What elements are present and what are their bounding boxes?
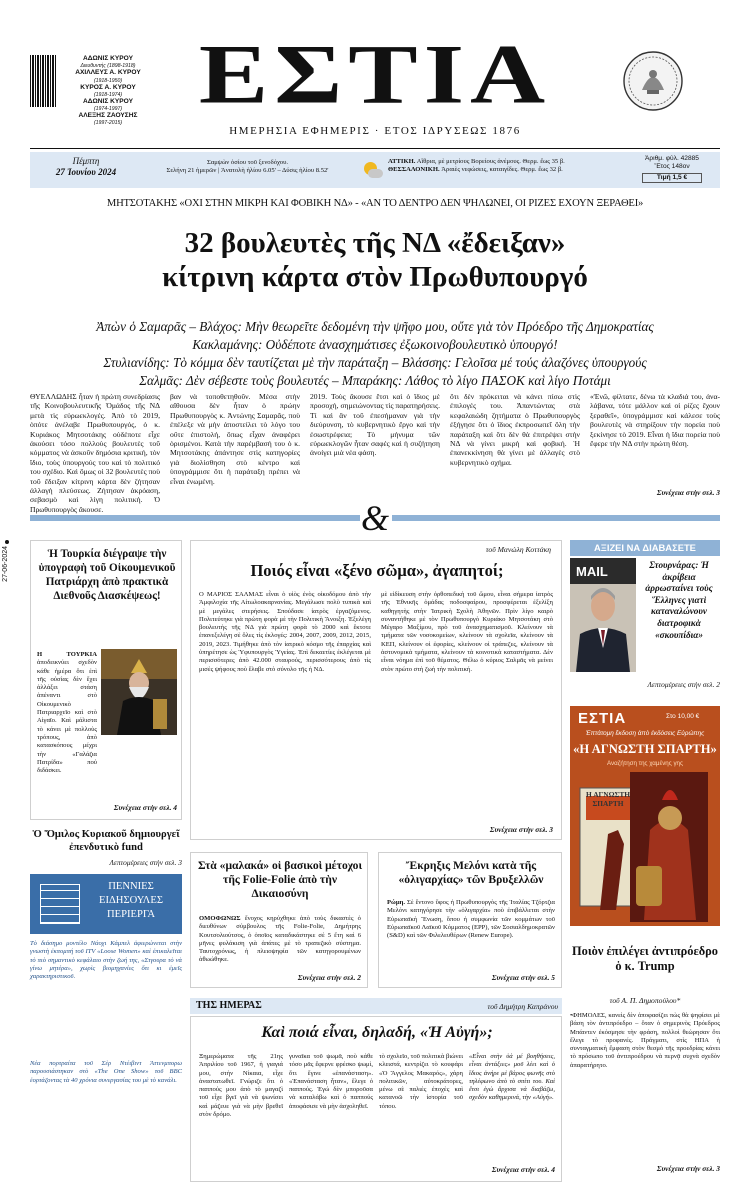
turkey-cont: Συνέχεια στὴν σελ. 4	[113, 803, 177, 812]
weather-thess-text: Ἀραιὲς νεφώσεις, καταιγίδες. Θερμ. ἕως 32 β.	[441, 166, 563, 174]
imeras-col-2: γυναῖκα τοῦ ψωμᾶ, ποὺ κάθε τόσο μᾶς ἔφερνε φρέσκο ψωμὶ, ὅτι ἔγινε «ἐπανάσταση». «Ἐπανάσταση ἦταν», ἔλεγε ὁ παππούς. Ἐγώ δὲν μποροῦσα νὰ καταλάβω καὶ ὁ παππούς ἀποφάσισε νὰ μὴν ἀσχοληθεῖ.	[289, 1053, 373, 1110]
periergа-icon	[40, 884, 80, 924]
weather-block	[388, 158, 623, 175]
meloni-body-wrap	[387, 899, 555, 971]
folie-story	[190, 852, 368, 988]
xeno-soma-story	[190, 540, 562, 840]
lead-col-5: «Ἐνῶ, φίλτατε, δένω τὰ κλαδιά του, ἀνα-λάβανα, τότε μάλλον καὶ οἱ ρίζες ἔχουν ξεραθεῖ», ὑπογράμμισε καὶ κάλεσε τοὺς βουλευτὲς νὰ στηρίξουν τὴν πορεία ποὺ ξεκίνησε τὸ 2019. Εἶναι ἡ ἴδια πορεία ποὺ ἔφερε τὴν ΝΔ στὴν πρώτη θέση.	[590, 392, 720, 449]
kyriakou-cont: Λεπτομέρειες στὴν σελ. 3	[109, 858, 182, 867]
imeras-col-1: Ξημερώματα τῆς 21ης Ἀπριλίου τοῦ 1967, ἡ γιαγιά μου, στὴν Νίκαια, εἶχε ἀναστατωθεῖ. Γνώριζε ὅτι ὁ παππούς μου ἀπὸ τὸ μαγαζὶ τοῦ εἶχε βγεῖ γιὰ νὰ ψωνίσει καὶ μάζευε γιὰ νὰ μὴν βρεθεῖ στὸν δρόμο.	[199, 1053, 283, 1119]
meloni-cont: Συνέχεια στὴν σελ. 5	[491, 973, 555, 982]
saint-moon-block	[145, 159, 350, 176]
weather-attica-text: Αἴθρια, μὲ μετρίους Βορείους ἀνέμους. Θερμ. ἕως 35 β.	[416, 158, 565, 165]
kyriakou-headline: Ὁ Ὅμιλος Κυριακοῦ δημιουργεῖ ἐπενδυτικὸ fund	[32, 829, 180, 853]
trump-body: •ΦΗΜΟΛΕΣ, κανεὶς δὲν ἀποφασίζει πὼς θὰ ψηφίσει μὲ βάση τὸν ἀντιπρόεδρο – ὅταν ὁ σημερινὸς Πρόεδρος Μπάιντεν ἐκόσμησε τὴν φράση, πολλοὶ θεώρησαν ὅτι ἔλεγε τὸ προφανές. Πράγματι, στὶς ΗΠΑ ἡ συνταγματικὴ ἔμφαση στὸν θεσμὸ τῆς προεδρίας κάνει τὸ πρόσωπο τοῦ ἀντιπροέδρου νὰ περνᾷ συχνὰ σχεδὸν ἀπαρατήρητο.	[570, 1012, 720, 1069]
lead-col-4: ὅτι δὲν πρόκειται νὰ κάνει πίσω στὶς ἐπιλογές του. Ἀπαντώντας στὰ κεφαλαιώδη ζητήματα ὁ Πρωθυπουργὸς ἐξήγησε ὅτι ὁ ἴδιος ἐκπροσωπεῖ ὅλη τὴν παράταξη καὶ ὅτι δὲν θὰ ἐπιτρέψει στὴν ΝΔ νὰ γίνει μικρὴ καὶ φοβική. Ἡ ἐπανεκκίνηση θὰ γίνει μὲ ἀλλαγὲς στὸ κυβερνητικὸ σχήμα.	[450, 392, 580, 467]
axizei-title: ΑΞΙΖΕΙ ΝΑ ΔΙΑΒΑΣΕΤΕ	[594, 542, 696, 553]
stournaras-cont: Λεπτομέρειες στὴν σελ. 2	[647, 680, 720, 689]
patriarch-photo	[101, 649, 177, 735]
founder-role: (1997-2015)	[93, 120, 123, 127]
xeno-col-a: Ο ΜΑΡΙΟΣ ΣΑΛΜΑΣ εἶναι ὁ υἱὸς ἐνὸς οἰκοδόμου ἀπὸ τὴν Ἀμφιλοχία τῆς Αἰτωλοακαρνανίας. Μεγάλωσε πολὺ τυπικὰ καὶ μὲ μεγάλες στερήσεις. Σπούδασε ἰατρὸς ἐργαζόμενος. Πολιτεύτηκε γιὰ πρώτη φορὰ μὲ τὴν Πολιτικὴ Ἄνοιξη. Ἐξελέγη βουλευτὴς τῆς ΝΔ γιὰ πρώτη φορὰ τὸ 2000 καὶ ἔκτοτε ἐπανεξελέγη σὲ ὅλες τὶς ἐκλογές: 2004, 2007, 2009, 2012, 2015, 2019, 2023. Τιμήθηκε ἀπὸ τὸν ἰατρικὸ κόσμο τῆς ἐπαρχίας καὶ ὑπηρέτησε ὡς Ὑφυπουργὸς Ὑγείας. Ἐπὶ δεκαετίες ἐκλέγεται μὲ περισσότερες ἀπὸ 42.000 σταυρούς, περισσότερους ἀπὸ τὶς μισὲς ψήφους ποὺ ἔλαβε στὸ σύνολο τῆς ἡ ΝΔ.	[199, 591, 371, 673]
issue-block	[632, 155, 712, 183]
imeras-headline: Καὶ ποιά εἶναι, δηλαδή, «Ἡ Αὐγή»;	[261, 1024, 493, 1041]
imeras-story	[190, 1016, 562, 1182]
folie-body: ἔνοχος κηρύχθηκε ἀπὸ τοὺς δικαστὲς ὁ διευθύνων σύμβουλος τῆς Folie-Folie, Δημήτρης Κουτσολιούτσος, ὁ ὁποῖος καταδικάστηκε σὲ 5 ἔτη καὶ 6 μῆνες φυλάκιση γιὰ ἀπάτες μὲ τὸ τραπεζικὸ σύστημα. Ταυτοχρόνως, ἡ πλειοψηφία τῶν κατηγορουμένων ἀθωώθηκε.	[199, 915, 361, 964]
issue-number: Ἀριθμ. φύλ. 42885	[645, 155, 699, 162]
book-ad-title: «Η ΑΓΝΩΣΤΗ ΣΠΑΡΤΗ»	[573, 742, 717, 756]
lead-sub-4: Σαλμᾶς: Δὲν σέβεστε τοὺς βουλευτές – Μπαράκης: Λάθος τὸ λίγο ΠΑΣΟΚ καὶ λίγο Ποτάμι	[139, 373, 611, 388]
side-date: 27-06-2024	[2, 546, 9, 582]
trump-byline: τοῦ Α. Π. Δημοπούλου*	[609, 996, 681, 1005]
lead-col-1: ΘΥΕΛΛΩΔΗΣ ἦταν ἡ πρώτη συνεδρίασις τῆς Κοινοβουλευτικῆς Ὁμάδος τῆς ΝΔ μετὰ τὶς εὐρωεκλογές. Ἀπὸ τὸ 2019, ὁπότε ἀνέλαβε Πρωθυπουργός, ὁ κ. Κυριάκος Μητσοτάκης οὐδέποτε εἶχε ἀκούσει τόσο πολλοὺς βουλευτὲς τοῦ κόμματος νὰ ἀσκοῦν δημόσια κριτική, τὸν ἴδιο, τοὺς ὑπουργούς του καὶ τὸ πολιτικό του σχέδιο. Καὶ ὅμως οἱ 32 βουλευτὲς ποὺ τοῦ ἔδειξαν κίτρινη κάρτα δὲν ζήτησαν ἀλλαγὴ πλεύσεως. Ζήτησαν ἀκρόαση, σεβασμὸ καὶ λίγη πολιτικὴ. Ὁ Πρωθυπουργὸς ἄκουσε.	[30, 392, 160, 514]
ampersand-ornament: &	[360, 498, 389, 538]
folie-body-wrap	[199, 915, 361, 971]
masthead-subtitle: ΗΜΕΡΗΣΙΑ ΕΦΗΜΕΡΙΣ · ΕΤΟΣ ΙΔΡΥΣΕΩΣ 1876	[229, 125, 521, 137]
book-ad-price: Στο 10,00 €	[666, 713, 700, 720]
founder-name: ΑΔΩΝΙΣ ΚΥΡΟΥ	[82, 55, 134, 62]
turkey-body-wrap	[37, 651, 97, 797]
periergа-item-1: Τὸ διάσημο μοντέλο Νάοχι Κάμπελ ἀφιερώνεται στὴν γνωστὴ ἐκπομπή τοῦ ITV «Loose Women» καὶ ἐπικαλεῖται τὸ πιὸ σημαντικὸ κεφάλαιο στὴν ζωή της, «Στγουρα τὸ νὰ γίνω μητέρα», χωρὶς βιομηχανίες ὅτι κι ἐμεῖς χαρακτηριστικοῦ.	[30, 940, 182, 981]
lead-headline-1: 32 βουλευτὲς τῆς ΝΔ «ἔδειξαν»	[184, 227, 566, 259]
weather-thess-label: ΘΕΣΣΑΛΟΝΙΚΗ.	[388, 166, 440, 174]
lead-headline-2: κίτρινη κάρτα στὸν Πρωθυπουργό	[162, 261, 588, 293]
saint-text: Σαμψὼν ὁσίου τοῦ ξενοδόχου.	[206, 159, 288, 166]
trump-cont: Συνέχεια στὴν σελ. 3	[656, 1164, 720, 1173]
imeras-label: ΤΗΣ ΗΜΕΡΑΣ	[196, 1000, 262, 1011]
weather-attica-label: ΑΤΤΙΚΗ.	[388, 158, 416, 165]
book-cover-title: Η ΑΓΝΩΣΤΗ ΣΠΑΡΤΗ	[586, 790, 630, 808]
founder-name: ΑΛΕΞΗΣ ΖΑΟΥΣΗΣ	[78, 112, 138, 120]
book-ad-sub: Αναζήτηση της χαμένης γης	[607, 760, 683, 767]
stournaras-headline: Στουρνάρας: Ἡ ἀκρίβεια ἀρρωσταίνει τοὺς Ἕλληνες γιατὶ καταναλώνουν διατροφικὰ «σκουπίδια»	[645, 560, 713, 640]
lead-sub-2: Κακλαμάνης: Οὐδέποτε ἀνασχημάτισες ἐξωκοινοβουλευτικὸ ὑπουργό!	[192, 337, 558, 352]
founder-role: (1918-1950)	[93, 77, 123, 84]
date-block	[36, 156, 136, 178]
founder-role: (1974-1997)	[93, 106, 123, 113]
imeras-cont: Συνέχεια στὴν σελ. 4	[491, 1165, 555, 1174]
photo-caption: MAIL	[576, 564, 608, 579]
barcode	[30, 55, 56, 107]
divider-bar	[30, 515, 360, 521]
price-label: Τιμή 1,5 €	[642, 173, 702, 183]
turkey-headline: Ἡ Τουρκία διέγραψε τὴν ὑπογραφὴ τοῦ Οἰκουμενικοῦ Πατριάρχη ἀπὸ πρακτικὰ Διεθνοῦς Διασκέψεως!	[38, 548, 176, 602]
xeno-headline: Ποιός εἶναι «ξένο σῶμα», ἀγαπητοί;	[250, 561, 504, 580]
xeno-byline: τοῦ Μανώλη Κοττάκη	[485, 545, 551, 554]
meloni-headline: Ἔκρηξις Μελόνι κατὰ τῆς «ὀλιγαρχίας» τῶν Βρυξελλῶν	[398, 859, 544, 886]
folie-cont: Συνέχεια στὴν σελ. 2	[297, 973, 361, 982]
founder-name: ΑΧΙΛΛΕΥΣ Α. ΚΥΡΟΥ	[75, 69, 141, 77]
folie-headline: Στὰ «μαλακά» οἱ βασικοὶ μέτοχοι τῆς Folie-Folie ἀπὸ τὴν Δικαιοσύνη	[197, 859, 363, 900]
seal-emblem	[622, 50, 684, 112]
imeras-col-4: «Εἶναι στὴν ὑά μέ βοηθήσεις, εἶναι ἀντάξιες» μοῦ λέει καὶ ὁ ἴδιος ἀνήρε μὲ βάρος φωνῆς στὸ τηλέφωνο ἀπὸ τὸ σπίτι του. Καὶ ἔτσι ἐγὼ ἄρχισα νὰ διαβάζω, σχεδὸν καθημερινά, τὴν «Αὐγή».	[469, 1053, 555, 1102]
book-ad-brand: ΕΣΤΙΑ	[578, 710, 627, 727]
founders-list	[58, 55, 158, 126]
divider-bar	[392, 515, 720, 521]
xeno-cont: Συνέχεια στὴν σελ. 3	[489, 825, 553, 834]
year-number: Ἔτος 148ον	[654, 163, 690, 171]
periergа-title: ΠΕΝΝΙΕΣ ΕΙΔΗΣΟΥΛΕΣ ΠΕΡΙΕΡΓΑ	[99, 881, 163, 920]
imeras-byline: τοῦ Δημήτρη Καπράνου	[487, 1002, 558, 1011]
masthead-title: ΕΣΤΙΑ	[198, 27, 552, 122]
lead-col-3: 2019. Τοὺς ἄκουσε ἔτσι καὶ ὁ ἴδιος μὲ προσοχή, σημειώνοντας τὶς παρατηρήσεις. Τί καὶ ἂν τοῦ ἐπεσήμαναν γιὰ τὴν διεύρυνση, τὸ κυβερνητικὸ ἔργο καὶ τὴν ἐσωστρέφεια; Τὸ μήνυμα τῶν εὐρωεκλογῶν ἦταν σαφές καὶ ἡ συζήτηση ἀνοίγει μιὰ νέα φάση.	[310, 392, 441, 458]
founder-name: ΚΥΡΟΣ Α. ΚΥΡΟΥ	[80, 83, 136, 91]
lead-sub-1: Ἀπὼν ὁ Σαμαρᾶς – Βλάχος: Μὴν θεωρεῖτε δεδομένη τὴν ψῆφο μου, οὔτε γιὰ τὸν Πρόεδρο τῆς Δημοκρατίας	[96, 319, 654, 334]
turkey-lead: Η ΤΟΥΡΚΙΑ	[37, 651, 97, 658]
lead-continue: Συνέχεια στὴν σελ. 3	[656, 488, 720, 497]
periergа-item-2: Νέα πορτραίτα τοῦ Σὲρ Ντέιβιντ Άττενμπορω παρουσιάστηκαν στὸ «The One Show» τοῦ BBC ἑορτάζοντας τὰ 40 χρόνια συνεργασίας του μὲ τὸ κανάλι.	[30, 1060, 182, 1084]
lead-kicker: ΜΗΤΣΟΤΑΚΗΣ «ΟΧΙ ΣΤΗΝ ΜΙΚΡΗ ΚΑΙ ΦΟΒΙΚΗ ΝΔ» - «ΑΝ ΤΟ ΔΕΝΤΡΟ ΔΕΝ ΨΗΛΩΝΕΙ, ΟΙ ΡΙΖΕΣ ΕΧΟΥΝ ΞΕΡΑΘΕΙ»	[106, 198, 644, 209]
xeno-col-b: μὲ εἰδίκευση στὴν ὀρθοπεδικὴ τοῦ ὤμου, εἶναι σήμερα ἰατρὸς τῆς Ἐθνικῆς ὁμάδας ποδοσφαίρου, προσφέρεται ἐξελίξη καθηγητὴς στὴν Ἰατρικὴ Σχολὴ Ἀθηνῶν. Πρὶν λίγο καιρὸ συναντήθηκε μὲ τὸν Πρωθυπουργὸ Κυριάκο Μητσοτάκη στὸ Μέγαρο Μαξίμου, πρὸ τοῦ ἀνασχηματισμοῦ. Κλείνουν τὰ τμήματα τῶν νοσοκομείων, κλείνουν τὰ σχολεῖα, κλείνουν τὰ ΚΕΠ, κλείνουν οἱ ἐφορίες, κλείνουν οἱ τράπεζες, κλείνουν τὰ ἀστυνομικὰ τμήματα, κλείνουν τὰ κοινοτικὰ καταστήματα. Δὲν εἶναι νόημα ἐπὶ τοῦ θέματος. Θέλω ὁ κύριος Σαλμᾶς νὰ μείνει στὸν πρώτο στὴ ζωὴ τὴν πολιτική.	[381, 591, 553, 673]
lead-subheads	[30, 318, 720, 390]
imeras-col-3: τὸ σχολεῖο, τοῦ πολιτικὰ βιώνει κλειστά, κεντρίζει τὸ κουφάρι «Ὁ Ἄγγελος Μακαρός», χάρη πολιτικῶν, αὐτοκράτορες, μένω σὲ παλιὲς ἐποχὲς καὶ κατανοῶ τὴν ἱστορία τοῦ τόπου.	[379, 1053, 463, 1110]
founder-name: ΑΔΩΝΙΣ ΚΥΡΟΥ	[82, 97, 134, 105]
date-label: 27 Ἰουνίου 2024	[55, 167, 117, 177]
meloni-story	[378, 852, 562, 988]
folie-lead: ΟΜΟΦΩΝΩΣ	[199, 915, 241, 922]
weather-sun-icon	[362, 160, 384, 180]
founder-role: Διευθυντής (1898-1918)	[80, 63, 136, 70]
lead-sub-3: Στυλιανίδης: Τὸ κόμμα δὲν ταυτίζεται μὲ τὴν παράταξη – Βλάσσης: Γελοῖσα μέ τούς ἀλαζόνες ὑπουργούς	[103, 355, 647, 370]
meloni-body: Σὲ ἔντονο ὕφος ἡ Πρωθυπουργὸς τῆς Ἰταλίας Τζόρτζια Μελόνι κατηγόρησε τὴν «ὀλιγαρχία» ποὺ ἐπιβάλλεται στὴν Εὐρωπαϊκὴ Ἕνωση, ὅπου ἡ συμφωνία τῶν κομμάτων τοῦ Εὐρωπαϊκοῦ Λαϊκοῦ Κόμματος (EPP), τῶν Σοσιαλδημοκρατῶν (S&D) καὶ τῶν Φιλελευθέρων (Renew Europe).	[387, 899, 555, 940]
founder-role: (1918-1974)	[93, 91, 123, 98]
turkey-story	[30, 540, 182, 820]
trump-headline: Ποιὸν ἐπιλέγει ἀντιπρόεδρο ὁ κ. Trump	[571, 944, 718, 973]
turkey-body: ἀποδεικνύει σχεδὸν κάθε ἡμέρα ὅτι ἐπὶ τῆς οὐσίας δὲν ἔχει ἀλλάξει στάση ἀπέναντι στὸ Οἰκουμενικὸ Πατριαρχεῖο καὶ στὸ Αἰγαῖο. Καὶ μάλιστα τὸ κάνει μὲ πολλοὺς τρόπους, ἀπὸ κατασκόπους μέχρι τὴν «Γαλάζια Πατρίδα» πού διδάσκει.	[37, 659, 97, 775]
meloni-lead: Ρώμη.	[387, 899, 405, 906]
side-dot	[5, 540, 9, 544]
moon-text: Σελήνη 21 ἡμερῶν | Ἀνατολὴ ἡλίου 6.05' – Δύσις ἡλίου 8.52'	[166, 167, 329, 175]
day-label: Πέμπτη	[72, 156, 100, 166]
book-ad-tagline: Ἑπτάτομη ἔκδοση ἀπὸ ἐκδόσεις Εὐρώπης	[585, 730, 705, 737]
lead-col-2: βαν νὰ τοποθετηθοῦν. Μέσα στὴν αἴθουσα δὲν ἦταν ὁ πρώην Πρωθυπουργὸς κ. Ἀντώνης Σαμαρᾶς, ποὺ ἐπέλεξε νὰ μὴν ἀποστείλει τὸ λόγο του οὔτε ἐπιστολή, ὅπως εἶχαν ἀναφέρει ὁρισμένοι. Κατὰ τὴν παρέμβασή του ὁ κ. Μητσοτάκης ἀπάντησε στὶς κατηγορίες γιὰ διολίσθηση στὸ κέντρο καὶ ὑπογράμμισε ὅτι ἡ παράταξη πρέπει νὰ εἶναι ἑνωμένη.	[170, 392, 300, 486]
book-ad[interactable]	[570, 706, 720, 926]
